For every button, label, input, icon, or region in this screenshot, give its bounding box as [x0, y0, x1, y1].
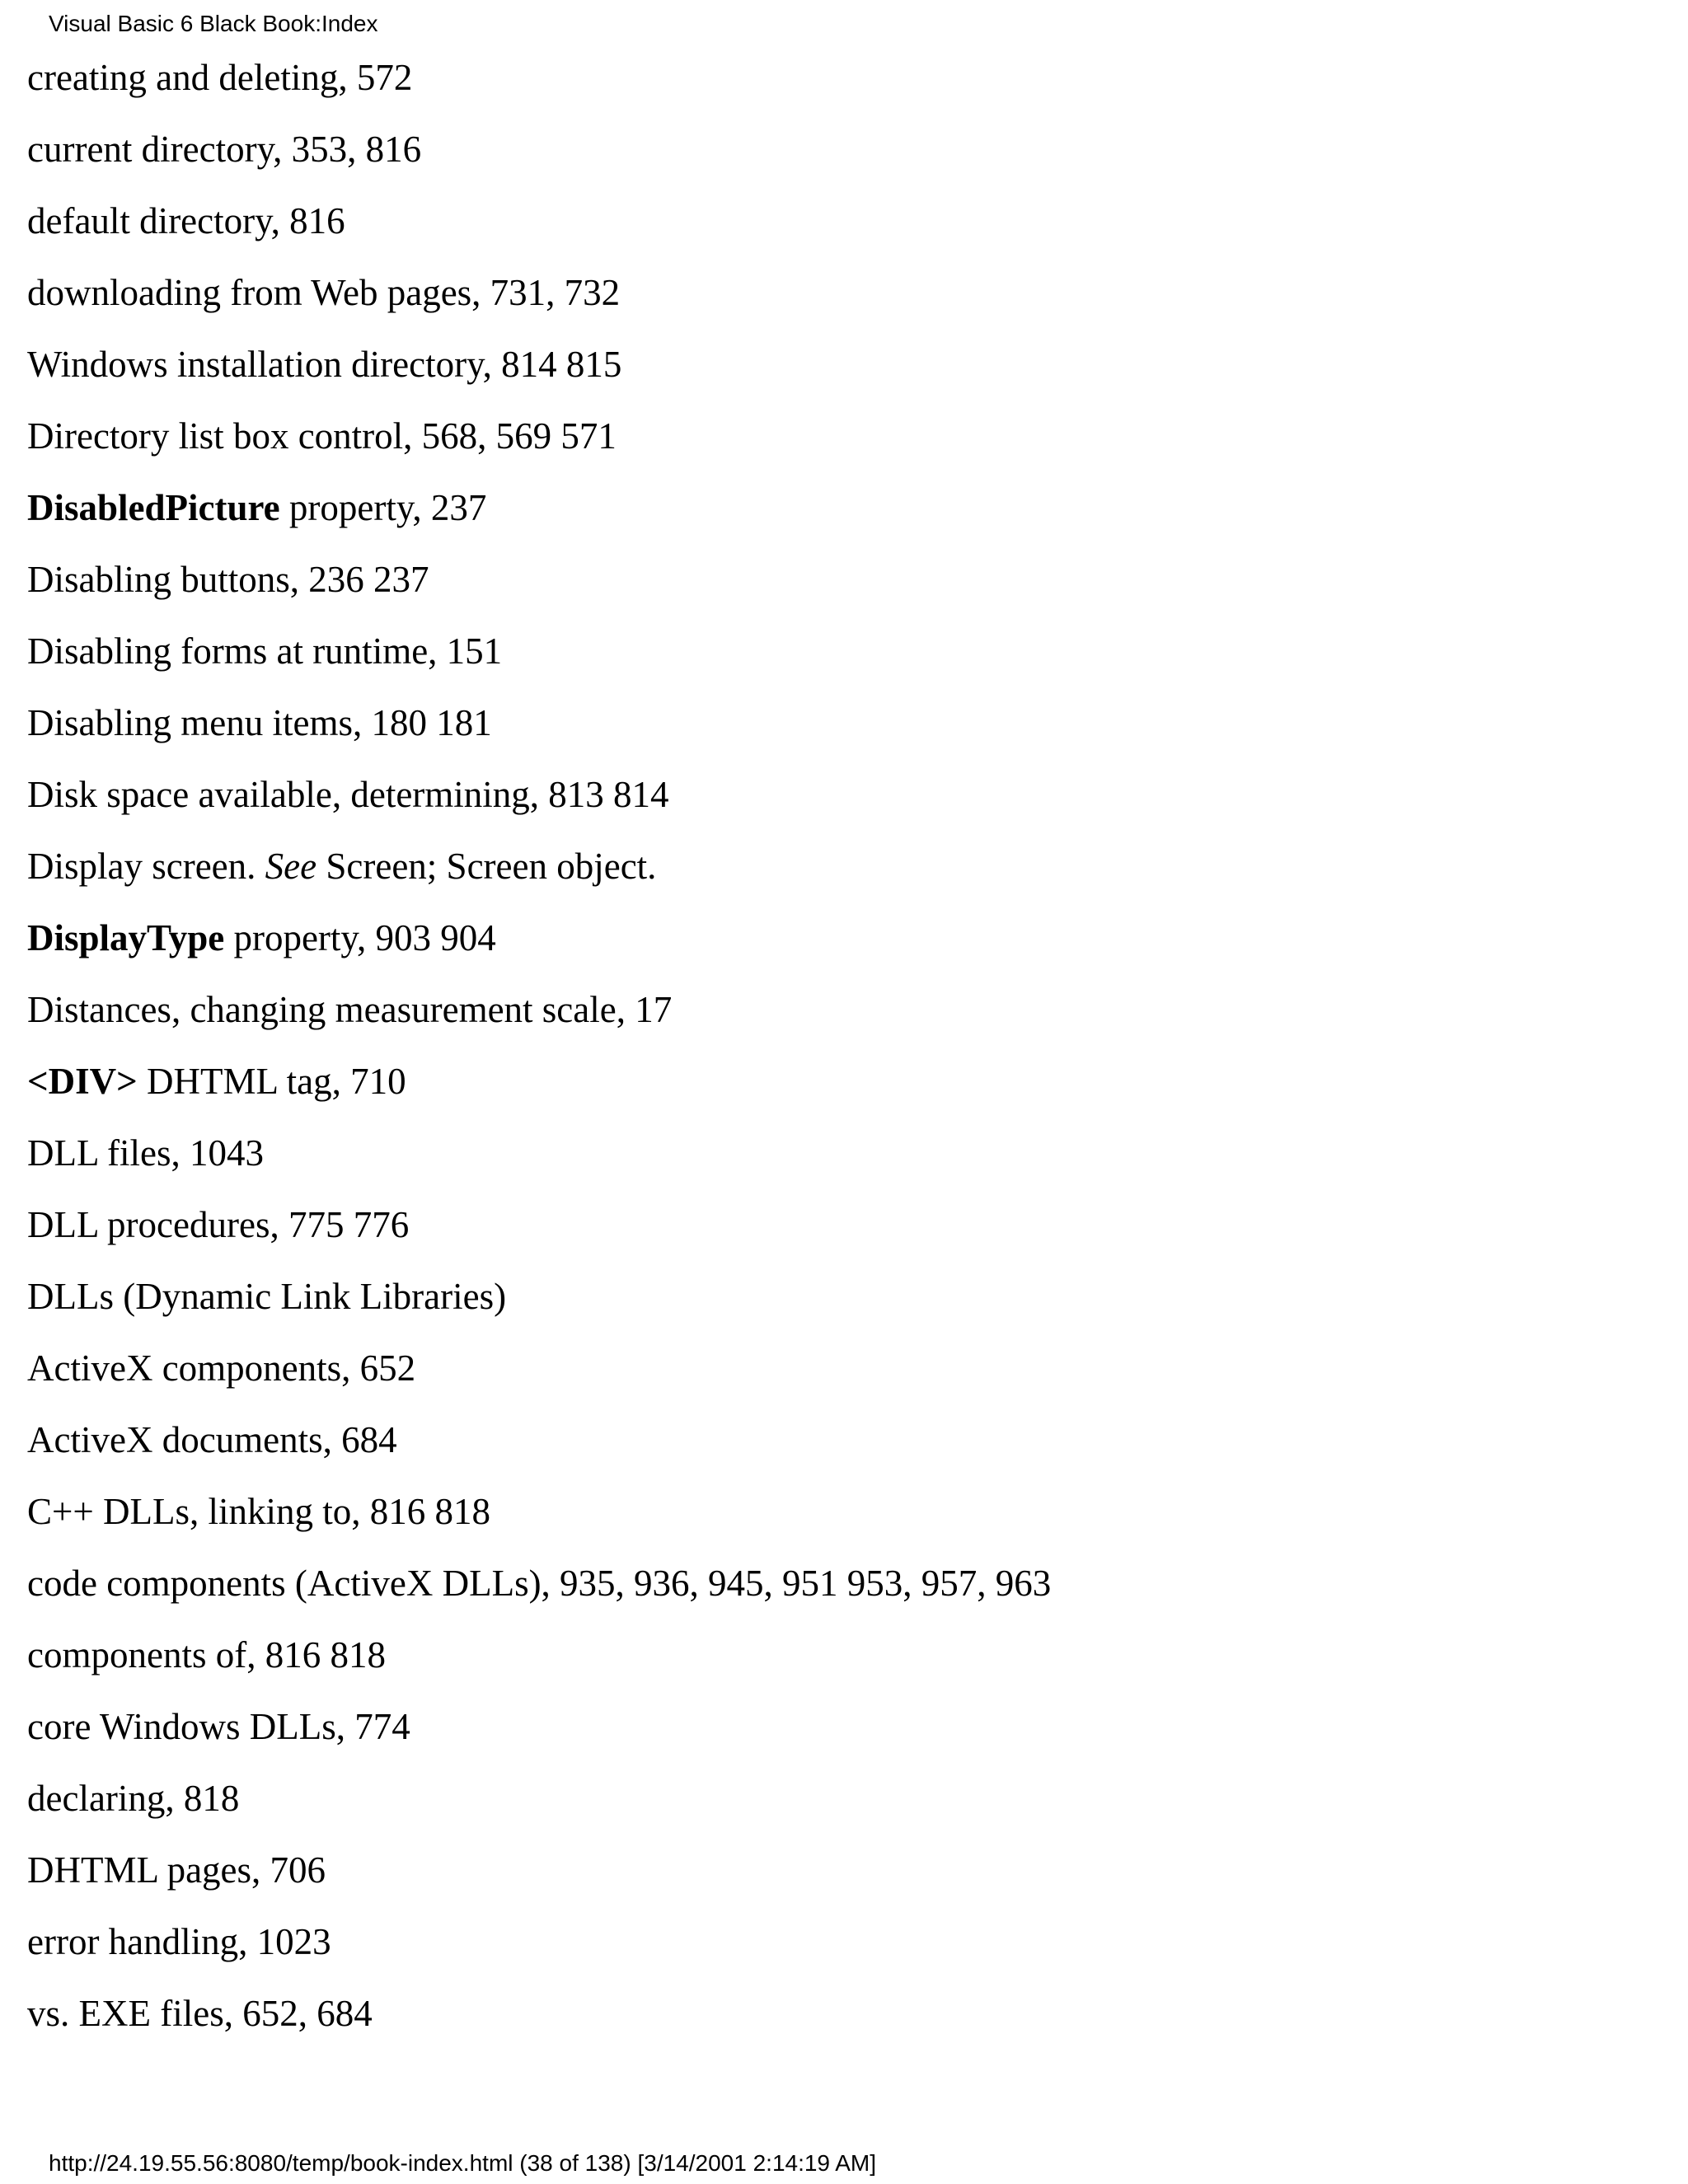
index-entry-text: DLLs (Dynamic Link Libraries) [27, 1276, 507, 1317]
index-entry-text: declaring, 818 [27, 1778, 240, 1819]
index-entry-text: DHTML pages, 706 [27, 1849, 326, 1891]
index-entry [27, 198, 1051, 269]
index-entry-text: C++ DLLs, linking to, 816 818 [27, 1491, 491, 1532]
index-entry-text: DLL procedures, 775 776 [27, 1204, 410, 1245]
index-entry [27, 1130, 1051, 1202]
index-entry [27, 341, 1051, 413]
index-entry-text: error handling, 1023 [27, 1921, 331, 1962]
index-entry-term: DisabledPicture [27, 487, 280, 528]
page-footer-url: http://24.19.55.56:8080/temp/book-index.html (38 of 138) [3/14/2001 2:14:19 AM] [49, 2150, 877, 2176]
page-header-title: Visual Basic 6 Black Book:Index [49, 11, 378, 36]
index-entry-text: current directory, 353, 816 [27, 129, 422, 170]
index-entry [27, 413, 1051, 485]
index-entry-text: Disk space available, determining, 813 814 [27, 774, 669, 815]
index-entry [27, 843, 1051, 915]
index-entry [27, 54, 1051, 126]
index-entry-text: property, 237 [279, 487, 487, 528]
index-entry-term: <DIV> [27, 1061, 138, 1102]
index-entry [27, 771, 1051, 843]
index-entry-text: Display screen. [27, 846, 265, 887]
index-entry [27, 1273, 1051, 1345]
index-entry [27, 126, 1051, 198]
index-entry [27, 1775, 1051, 1847]
index-entry-term: DisplayType [27, 917, 225, 958]
index-entry [27, 1919, 1051, 1990]
index-entry [27, 1058, 1051, 1130]
index-entry-text: DLL files, 1043 [27, 1132, 265, 1174]
index-entry [27, 556, 1051, 628]
see-reference-target: Screen; Screen object. [316, 846, 657, 887]
index-entry [27, 628, 1051, 700]
see-reference-word: See [265, 846, 317, 887]
index-entry-text: vs. EXE files, 652, 684 [27, 1993, 373, 2034]
index-entry-text: core Windows DLLs, 774 [27, 1706, 410, 1747]
index-entry [27, 1202, 1051, 1273]
index-entry [27, 1632, 1051, 1704]
index-entry-text: Disabling forms at runtime, 151 [27, 630, 503, 672]
index-entry-text: DHTML tag, 710 [137, 1061, 406, 1102]
index-entry-text: components of, 816 818 [27, 1634, 386, 1675]
index-entry-text: code components (ActiveX DLLs), 935, 936, 945, 951 953, 957, 963 [27, 1563, 1052, 1604]
index-entry-text: Disabling buttons, 236 237 [27, 559, 429, 600]
index-entry-text: property, 903 904 [224, 917, 496, 958]
index-entry-text: Distances, changing measurement scale, 17 [27, 989, 673, 1030]
index-entry-text: creating and deleting, 572 [27, 57, 413, 98]
index-entry [27, 269, 1051, 341]
index-entry [27, 1704, 1051, 1775]
index-entry-text: ActiveX components, 652 [27, 1347, 416, 1389]
index-entry [27, 485, 1051, 556]
index-entry [27, 1990, 1051, 2062]
index-entry-text: default directory, 816 [27, 200, 345, 241]
index-entry [27, 1560, 1051, 1632]
index-entry [27, 987, 1051, 1058]
index-entry-text: downloading from Web pages, 731, 732 [27, 272, 621, 313]
index-entry-text: Directory list box control, 568, 569 571 [27, 415, 617, 457]
index-list [27, 54, 1051, 2062]
index-entry [27, 1488, 1051, 1560]
index-entry [27, 1847, 1051, 1919]
index-entry [27, 700, 1051, 771]
index-entry-text: ActiveX documents, 684 [27, 1419, 397, 1460]
index-entry-text: Windows installation directory, 814 815 [27, 344, 622, 385]
index-entry-text: Disabling menu items, 180 181 [27, 702, 492, 743]
index-entry [27, 1417, 1051, 1488]
index-entry [27, 1345, 1051, 1417]
index-entry [27, 915, 1051, 987]
